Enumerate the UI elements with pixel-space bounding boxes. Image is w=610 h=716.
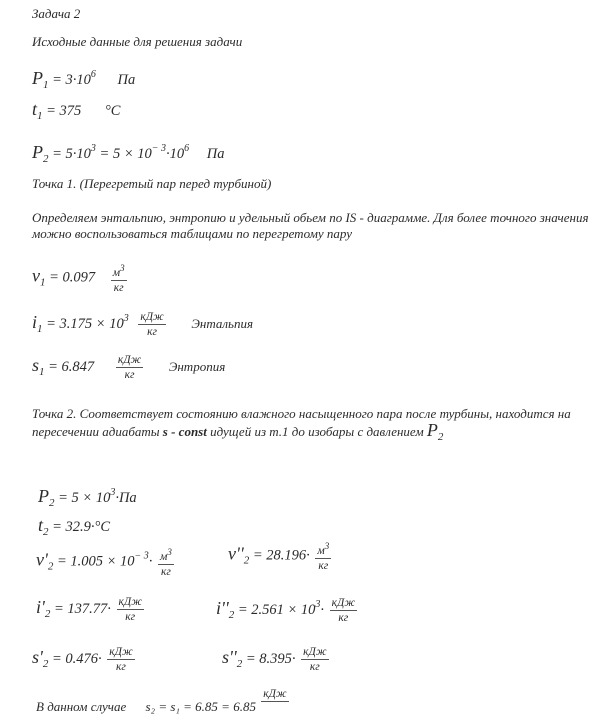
- task-title: Задача 2: [32, 6, 81, 21]
- formula-s2-double-prime: $s''_2 = 8.395\cdot$ $\frac{\text{кДж}}{кг}$: [222, 646, 327, 673]
- formula-p2-pa: $P_2 = 5 \times 10^3\cdot Па$: [38, 486, 137, 509]
- point1-heading: Точка 1. (Перегретый пар перед турбиной): [32, 176, 272, 191]
- formula-v2-prime: $v'_2 = 1.005 \times 10^{- 3}\cdot$ $\frac{м^3}{кг}$: [36, 547, 172, 578]
- formula-t2: $t_2 = 32.9\cdot^\circ C$: [38, 515, 111, 538]
- formula-p2: $P_2 = 5\cdot 10^3 = 5 \times 10^{- 3}\cdot 10^6$ Па: [32, 142, 225, 165]
- formula-v2-double-prime: $v''_2 = 28.196\cdot$ $\frac{м^3}{кг}$: [228, 541, 330, 572]
- intro-text: Исходные данные для решения задачи: [32, 34, 243, 49]
- formula-i1: $i_1 = 3.175 \times 10^3$ $\frac{\text{кДж}}{кг}$ Энтальпия: [32, 311, 254, 339]
- formula-s1: $s_1 = 6.847$ $\frac{\text{кДж}}{кг}$ Энтропия: [32, 354, 226, 381]
- formula-i2-double-prime: $i''_2 = 2.561 \times 10^3\cdot$ $\frac{\text{кДж}}{кг}$: [216, 597, 356, 625]
- point1-text: Определяем энтальпию, энтропию и удельный обьем по IS - диаграмме. Для более точного значения можно воспользоваться таблицами по перегретому пару: [32, 210, 589, 241]
- formula-p1: $P_1 = 3\cdot 10^6$ Па: [32, 68, 136, 91]
- formula-t1: $t_1 = 375$ °C: [32, 99, 121, 122]
- formula-v1: $v_1 = 0.097$ $\frac{м^3}{кг}$: [32, 263, 125, 294]
- formula-i2-prime: $i'_2 = 137.77\cdot$ $\frac{\text{кДж}}{кг}$: [36, 596, 142, 623]
- conclusion-line: В данном случае s₂ = s₁ = 6.85 = 6.85 кДж: [36, 688, 287, 714]
- formula-s2-prime: $s'_2 = 0.476\cdot$ $\frac{\text{кДж}}{кг}$: [32, 646, 133, 673]
- point2-text: Точка 2. Соответствует состоянию влажного насыщенного пара после турбины, находится на пересечении адиабаты s - const идущей из т.1 до изобары с давлением $P_2$: [32, 406, 571, 443]
